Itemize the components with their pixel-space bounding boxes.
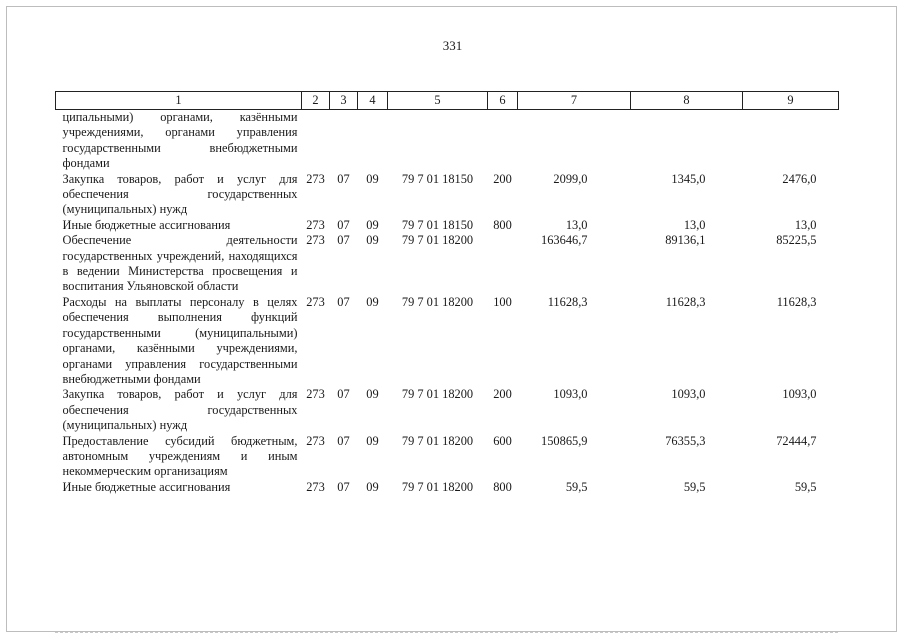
cell-target-article <box>388 110 488 172</box>
cell-amount-7: 59,5 <box>565 479 588 494</box>
cell-section: 07 <box>337 171 350 186</box>
cell-target-article: 79 7 01 18200 <box>401 433 474 448</box>
page-number: 331 <box>442 38 463 53</box>
cell-subsection: 09 <box>366 433 379 448</box>
cell-amount-8: 11628,3 <box>665 294 706 309</box>
cell-expense-type <box>488 233 518 295</box>
cell-ministry-code <box>302 110 330 172</box>
cell-target-article: 79 7 01 18200 <box>401 233 474 248</box>
cell-amount-8: 13,0 <box>683 217 706 232</box>
col-header-9: 9 <box>743 92 839 110</box>
row-name: Обеспечение деятельности государственных учреждений, находящихся в ведении Министерства просвещения и воспитания Ульяновской области <box>62 233 298 294</box>
cell-subsection <box>358 110 388 172</box>
col-header-5: 5 <box>388 92 488 110</box>
cell-section: 07 <box>337 479 350 494</box>
cell-amount-8 <box>631 110 743 172</box>
table-row <box>56 480 839 495</box>
cell-subsection: 09 <box>366 294 379 309</box>
col-header-6: 6 <box>488 92 518 110</box>
cell-target-article: 79 7 01 18200 <box>401 479 474 494</box>
cell-amount-9: 2476,0 <box>782 171 817 186</box>
col-header-3: 3 <box>330 92 358 110</box>
cell-amount-8: 89136,1 <box>665 233 706 248</box>
cell-section <box>330 110 358 172</box>
row-name: ципальными) органами, казёнными учреждениями, органами управления государственными внебюджетными фондами <box>62 110 298 171</box>
table-row <box>56 295 839 387</box>
cell-amount-8: 1345,0 <box>671 171 706 186</box>
cell-amount-7: 13,0 <box>565 217 588 232</box>
cell-amount-8: 59,5 <box>683 479 706 494</box>
col-header-7: 7 <box>518 92 631 110</box>
table-row <box>56 172 839 218</box>
cell-expense-type: 600 <box>493 433 512 448</box>
cell-subsection: 09 <box>366 387 379 402</box>
header-row <box>56 92 839 110</box>
cell-amount-7: 11628,3 <box>547 294 588 309</box>
cell-amount-8: 1093,0 <box>671 387 706 402</box>
cell-amount-7: 1093,0 <box>553 387 588 402</box>
cell-expense-type: 200 <box>493 171 512 186</box>
cell-subsection: 09 <box>366 217 379 232</box>
cell-ministry-code: 273 <box>306 294 325 309</box>
cell-section: 07 <box>337 294 350 309</box>
cell-section: 07 <box>337 233 350 248</box>
cell-ministry-code: 273 <box>306 171 325 186</box>
cell-section: 07 <box>337 217 350 232</box>
cell-subsection: 09 <box>366 233 379 248</box>
table-row <box>56 434 839 480</box>
budget-table <box>55 91 839 495</box>
cell-subsection: 09 <box>366 171 379 186</box>
cell-amount-8: 76355,3 <box>665 433 706 448</box>
cell-expense-type: 200 <box>493 387 512 402</box>
col-header-8: 8 <box>631 92 743 110</box>
cell-amount-7: 150865,9 <box>541 433 588 448</box>
cell-ministry-code: 273 <box>306 217 325 232</box>
cell-amount-9: 1093,0 <box>782 387 817 402</box>
cell-amount-9: 59,5 <box>794 479 817 494</box>
cell-section: 07 <box>337 433 350 448</box>
cell-target-article: 79 7 01 18200 <box>401 387 474 402</box>
col-header-1: 1 <box>56 92 302 110</box>
cell-expense-type: 800 <box>493 217 512 232</box>
row-name: Закупка товаров, работ и услуг для обеспечения государственных (муниципальных) нужд <box>62 387 298 433</box>
cell-ministry-code: 273 <box>306 479 325 494</box>
cell-expense-type <box>488 110 518 172</box>
cell-target-article: 79 7 01 18200 <box>401 294 474 309</box>
cell-subsection: 09 <box>366 479 379 494</box>
row-name: Расходы на выплаты персоналу в целях обеспечения выполнения функций государственными (муниципальными) органами, казёнными учреждениями, органами управления государственными внебюджетными фондами <box>62 294 298 386</box>
cell-expense-type: 100 <box>493 294 512 309</box>
row-name: Закупка товаров, работ и услуг для обеспечения государственных (муниципальных) нужд <box>62 171 298 217</box>
cell-amount-9: 85225,5 <box>776 233 817 248</box>
row-name: Предоставление субсидий бюджетным, автономным учреждениям и иным некоммерческим организациям <box>62 433 298 479</box>
col-header-4: 4 <box>358 92 388 110</box>
cell-target-article: 79 7 01 18150 <box>401 217 474 232</box>
cell-amount-7 <box>518 110 631 172</box>
bottom-rule <box>55 632 838 633</box>
cell-amount-7: 2099,0 <box>553 171 588 186</box>
cell-amount-9 <box>743 110 839 172</box>
cell-ministry-code: 273 <box>306 233 325 248</box>
table-row <box>56 387 839 433</box>
table-row <box>56 110 839 172</box>
cell-ministry-code: 273 <box>306 387 325 402</box>
row-name: Иные бюджетные ассигнования <box>62 217 231 232</box>
cell-amount-9: 72444,7 <box>776 433 817 448</box>
table-row <box>56 218 839 233</box>
row-name: Иные бюджетные ассигнования <box>62 479 231 494</box>
cell-amount-7: 163646,7 <box>541 233 588 248</box>
table-row <box>56 233 839 295</box>
col-header-2: 2 <box>302 92 330 110</box>
cell-ministry-code: 273 <box>306 433 325 448</box>
cell-expense-type: 800 <box>493 479 512 494</box>
cell-target-article: 79 7 01 18150 <box>401 171 474 186</box>
cell-amount-9: 11628,3 <box>776 294 817 309</box>
cell-section: 07 <box>337 387 350 402</box>
cell-amount-9: 13,0 <box>794 217 817 232</box>
